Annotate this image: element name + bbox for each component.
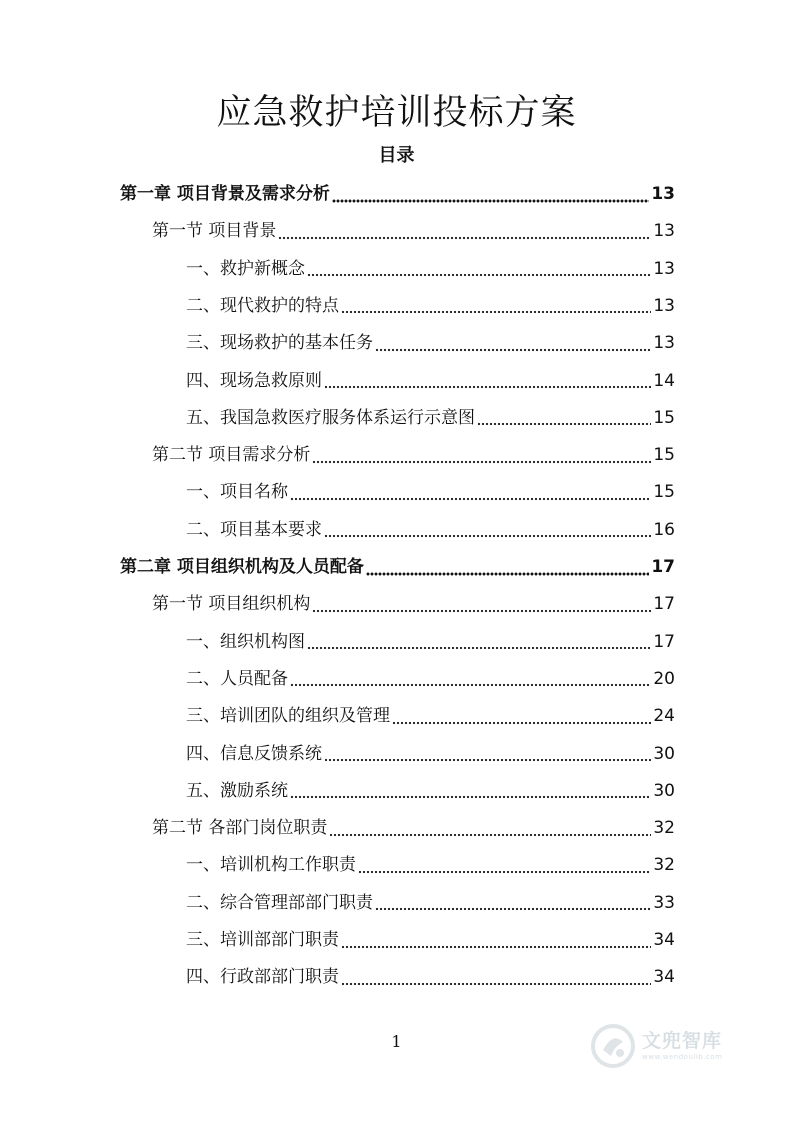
toc-leader-dots [278, 222, 651, 242]
toc-entry-page: 32 [653, 818, 675, 839]
toc-entry-title: 四、行政部部门职责 [186, 967, 339, 988]
toc-leader-dots [307, 259, 651, 279]
toc-entry[interactable] [186, 736, 675, 773]
toc-entry[interactable] [120, 176, 675, 213]
toc-entry-page: 17 [653, 631, 675, 652]
toc-entry-page: 24 [653, 706, 675, 727]
toc-entry-page: 30 [653, 743, 675, 764]
toc-entry-title: 五、我国急救医疗服务体系运行示意图 [186, 407, 475, 428]
toc-leader-dots [324, 744, 651, 764]
toc-entry-title: 二、现代救护的特点 [186, 295, 339, 316]
toc-entry-page: 34 [653, 930, 675, 950]
toc-entry-title: 第二节 各部门岗位职责 [152, 818, 328, 839]
toc-entry-page: 15 [653, 445, 675, 466]
toc-entry-title: 三、培训团队的组织及管理 [186, 706, 390, 727]
toc-leader-dots [312, 446, 651, 466]
toc-entry-title: 三、培训部部门职责 [186, 930, 339, 950]
toc-entry-title: 四、现场急救原则 [186, 370, 322, 391]
toc-entry-page: 13 [653, 258, 675, 279]
toc-entry-title: 四、信息反馈系统 [186, 743, 322, 764]
watermark-name: 文兜智库 [642, 1030, 723, 1052]
toc-entry-page: 30 [653, 780, 675, 801]
toc-entry-title: 第二章 项目组织机构及人员配备 [120, 557, 364, 577]
toc-entry-page: 34 [653, 967, 675, 988]
toc-entry[interactable] [186, 885, 675, 922]
toc-entry-page: 13 [653, 333, 675, 354]
toc-leader-dots [341, 296, 651, 316]
toc-entry-title: 一、组织机构图 [186, 631, 305, 652]
toc-entry[interactable] [186, 325, 675, 362]
toc-entry-page: 20 [653, 668, 675, 689]
toc-leader-dots [392, 707, 651, 727]
watermark-url: www.wendoulib.com [642, 1053, 723, 1061]
toc-entry-page: 13 [653, 295, 675, 316]
toc-leader-dots [358, 856, 651, 876]
toc-entry-page: 13 [653, 221, 675, 242]
toc-entry-title: 二、项目基本要求 [186, 519, 322, 540]
toc-leader-dots [290, 669, 651, 689]
toc-leader-dots [375, 893, 651, 913]
toc-entry-title: 一、培训机构工作职责 [186, 855, 356, 876]
toc-leader-dots [329, 819, 651, 839]
toc-entry[interactable] [152, 810, 675, 847]
toc-entry[interactable] [186, 474, 675, 511]
toc-heading: 目录 [378, 145, 415, 166]
toc-entry-page: 15 [653, 482, 675, 503]
toc-entry-title: 三、现场救护的基本任务 [186, 333, 373, 354]
toc-leader-dots [312, 595, 651, 615]
toc-entry-page: 32 [653, 855, 675, 876]
toc-leader-dots [341, 931, 651, 951]
toc-leader-dots [290, 483, 651, 503]
toc-entry-title: 五、激励系统 [186, 780, 288, 801]
toc-entry[interactable] [186, 922, 675, 959]
toc-entry-title: 第二节 项目需求分析 [152, 445, 311, 466]
wendou-logo-icon [590, 1023, 636, 1069]
watermark [590, 1018, 760, 1074]
toc-entry-title: 二、综合管理部部门职责 [186, 892, 373, 913]
toc-entry[interactable] [152, 437, 675, 474]
toc-entry[interactable] [186, 363, 675, 400]
toc-entry-page: 17 [651, 557, 675, 577]
toc-entry-page: 13 [651, 184, 675, 204]
toc-entry[interactable] [186, 661, 675, 698]
toc-entry-page: 15 [653, 407, 675, 428]
toc-entry-title: 第一节 项目组织机构 [152, 594, 311, 615]
toc-entry-page: 16 [653, 519, 675, 540]
toc-entry-title: 二、人员配备 [186, 668, 288, 689]
toc-entry-page: 17 [653, 594, 675, 615]
toc-leader-dots [324, 520, 651, 540]
toc-entry[interactable] [120, 549, 675, 586]
toc-entry[interactable] [186, 698, 675, 735]
toc-entry-page: 33 [653, 892, 675, 913]
toc-leader-dots [332, 185, 649, 205]
toc-entry[interactable] [186, 959, 675, 996]
toc-entry-title: 第一章 项目背景及需求分析 [120, 184, 330, 204]
toc-entry[interactable] [186, 847, 675, 884]
toc-leader-dots [307, 632, 651, 652]
toc-entry[interactable] [186, 773, 675, 810]
toc-leader-dots [341, 968, 651, 988]
toc-entry-page: 14 [653, 370, 675, 391]
toc-leader-dots [477, 408, 651, 428]
toc-leader-dots [324, 371, 651, 391]
toc-entry[interactable] [186, 251, 675, 288]
toc-entry[interactable] [186, 400, 675, 437]
toc-leader-dots [366, 558, 649, 578]
toc-entry[interactable] [152, 213, 675, 250]
toc-entry[interactable] [186, 624, 675, 661]
toc-entry[interactable] [186, 288, 675, 325]
toc-entry-title: 第一节 项目背景 [152, 221, 277, 242]
toc-leader-dots [375, 334, 651, 354]
toc-entry[interactable] [186, 512, 675, 549]
page-number: 1 [391, 1032, 402, 1051]
toc-entry-title: 一、项目名称 [186, 482, 288, 503]
toc-entry-title: 一、救护新概念 [186, 258, 305, 279]
toc-leader-dots [290, 781, 651, 801]
toc-entry[interactable] [152, 586, 675, 623]
document-title: 应急救护培训投标方案 [216, 93, 577, 133]
